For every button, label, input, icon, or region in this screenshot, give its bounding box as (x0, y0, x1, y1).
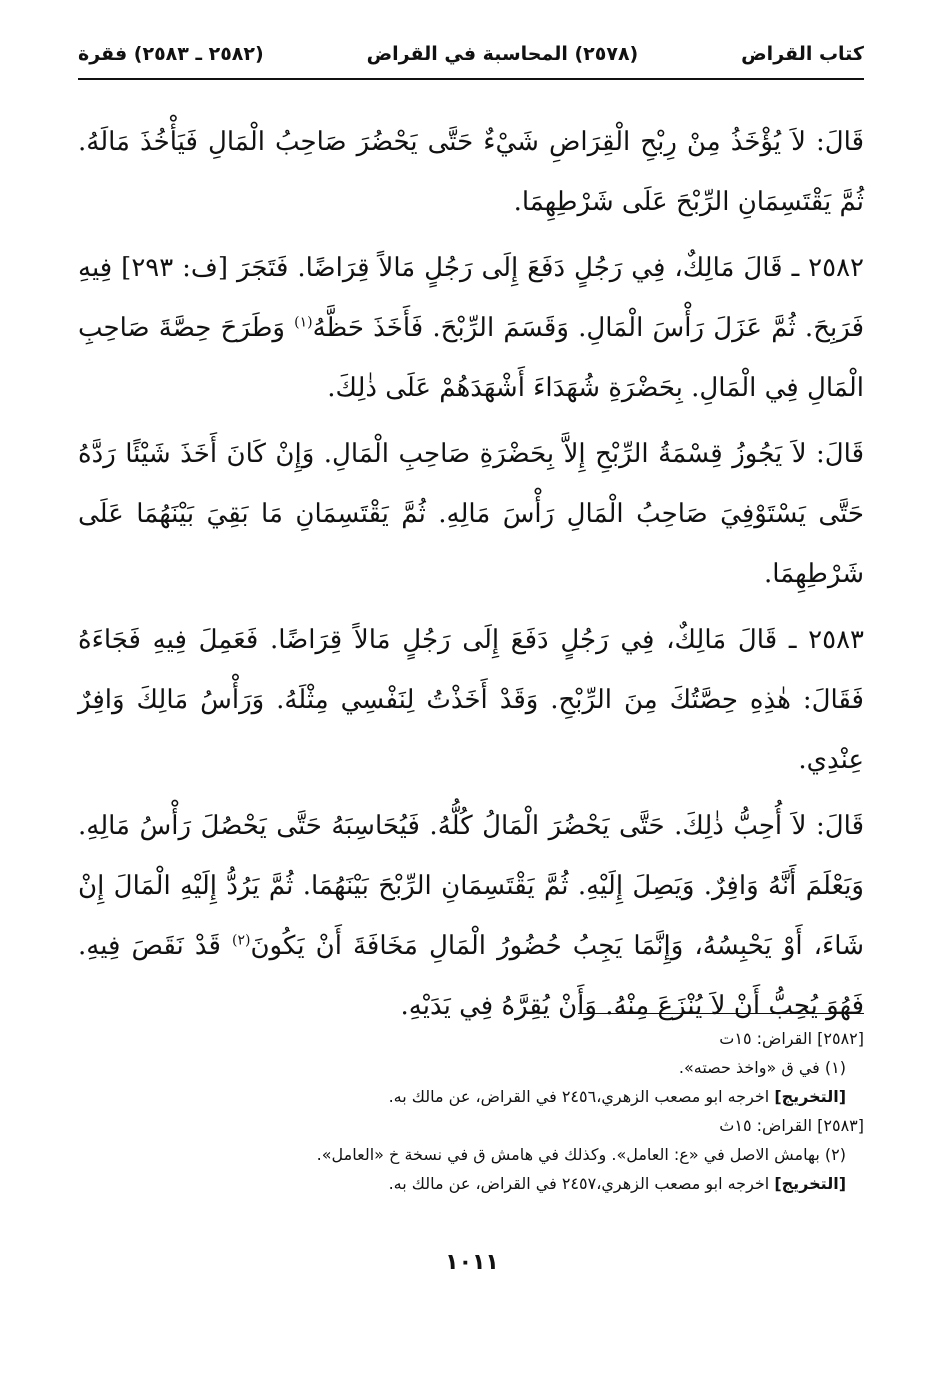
paragraph-5: قَالَ: لاَ أُحِبُّ ذٰلِكَ. حَتَّى يَحْضُرَ الْمَالُ كُلُّهُ. فَيُحَاسِبَهُ حَتَّى يَحْصُلَ رَأْسُ مَالِهِ. وَيَعْلَمَ أَنَّهُ وَافِرٌ. وَيَصِلَ إِلَيْهِ. ثُمَّ يَقْتَسِمَانِ الرِّبْحَ بَيْنَهُمَا. ثُمَّ يَرُدُّ إِلَيْهِ الْمَالَ إِنْ شَاءَ، أَوْ يَحْبِسُهُ، وَإِنَّمَا يَجِبُ حُضُورُ الْمَالِ مَخَافَةَ أَنْ يَكُونَ$^{(٢)}$ قَدْ نَقَصَ فِيهِ. فَهُوَ يُحِبُّ أَنْ لاَ يُنْزَعَ مِنْهُ. وَأَنْ يُقِرَّهُ فِي يَدَيْهِ. (78, 811, 864, 1021)
main-text (78, 112, 864, 1042)
paragraph-2583: ٢٥٨٣ ـ قَالَ مَالِكٌ، فِي رَجُلٍ دَفَعَ إِلَى رَجُلٍ مَالاً قِرَاضًا. فَعَمِلَ فِيهِ فَجَاءَهُ فَقَالَ: هٰذِهِ حِصَّتُكَ مِنَ الرِّبْحِ. وَقَدْ أَخَذْتُ لِنَفْسِي مِثْلَهُ. وَرَأْسُ مَالِكَ وَافِرٌ عِنْدِي. (78, 625, 864, 775)
header-paragraph-range: (٢٥٨٢ ـ ٢٥٨٣) فقرة (78, 43, 264, 65)
footnote-source-2583: [٢٥٨٣] القراض: ١٥ث (719, 1116, 864, 1135)
header-rule (78, 78, 864, 80)
footnote-takhrij-2582: [التخريج] اخرجه ابو مصعب الزهري،٢٤٥٦ في القراض، عن مالك به. (388, 1087, 846, 1106)
paragraph-2582: ٢٥٨٢ ـ قَالَ مَالِكٌ، فِي رَجُلٍ دَفَعَ إِلَى رَجُلٍ مَالاً قِرَاضًا. فَتَجَرَ [ف: ٢٩٣] فِيهِ فَرَبِحَ. ثُمَّ عَزَلَ رَأْسَ الْمَالِ. وَقَسَمَ الرِّبْحَ. فَأَخَذَ حَظَّهُ$^{(١)}$ وَطَرَحَ حِصَّةَ صَاحِبِ الْمَالِ فِي الْمَالِ. بِحَضْرَةِ شُهَدَاءَ أَشْهَدَهُمْ عَلَى ذٰلِكَ. (78, 253, 864, 403)
paragraph-3: قَالَ: لاَ يَجُوزُ قِسْمَةُ الرِّبْحِ إِلاَّ بِحَضْرَةِ صَاحِبِ الْمَالِ. وَإِنْ كَانَ أَخَذَ شَيْئًا رَدَّهُ حَتَّى يَسْتَوْفِيَ صَاحِبُ الْمَالِ رَأْسَ مَالِهِ. ثُمَّ يَقْتَسِمَانِ مَا بَقِيَ بَيْنَهُمَا عَلَى شَرْطِهِمَا. (78, 439, 864, 589)
footnote-ref-2: (٢) (231, 932, 251, 949)
header-chapter-title: (٢٥٧٨) المحاسبة في القراض (366, 43, 639, 65)
footnote-separator (578, 1013, 864, 1014)
paragraph-1: قَالَ: لاَ يُؤْخَذُ مِنْ رِبْحِ الْقِرَاضِ شَيْءٌ حَتَّى يَحْضُرَ صَاحِبُ الْمَالِ فَيَأْخُذَ مَالَهُ. ثُمَّ يَقْتَسِمَانِ الرِّبْحَ عَلَى شَرْطِهِمَا. (78, 127, 864, 217)
paragraph-number: ٢٥٨٢ (808, 253, 864, 283)
footnote-1: (١) في ق «واخذ حصته». (678, 1058, 846, 1077)
footnote-takhrij-2583: [التخريج] اخرجه ابو مصعب الزهري،٢٤٥٧ في القراض، عن مالك به. (388, 1174, 846, 1193)
page-number: ١٠١١ (445, 1250, 499, 1275)
paragraph-number: ٢٥٨٣ (808, 625, 864, 655)
footnote-2: (٢) بهامش الاصل في «ع: العامل». وكذلك في هامش ق في نسخة خ «العامل». (316, 1145, 846, 1164)
footnotes (78, 1024, 864, 1198)
footnote-source-2582: [٢٥٨٢] القراض: ١٥ت (719, 1029, 864, 1048)
header-book-title: كتاب القراض (741, 43, 864, 65)
running-header (78, 34, 864, 74)
footnote-ref-1: (١) (294, 314, 313, 331)
